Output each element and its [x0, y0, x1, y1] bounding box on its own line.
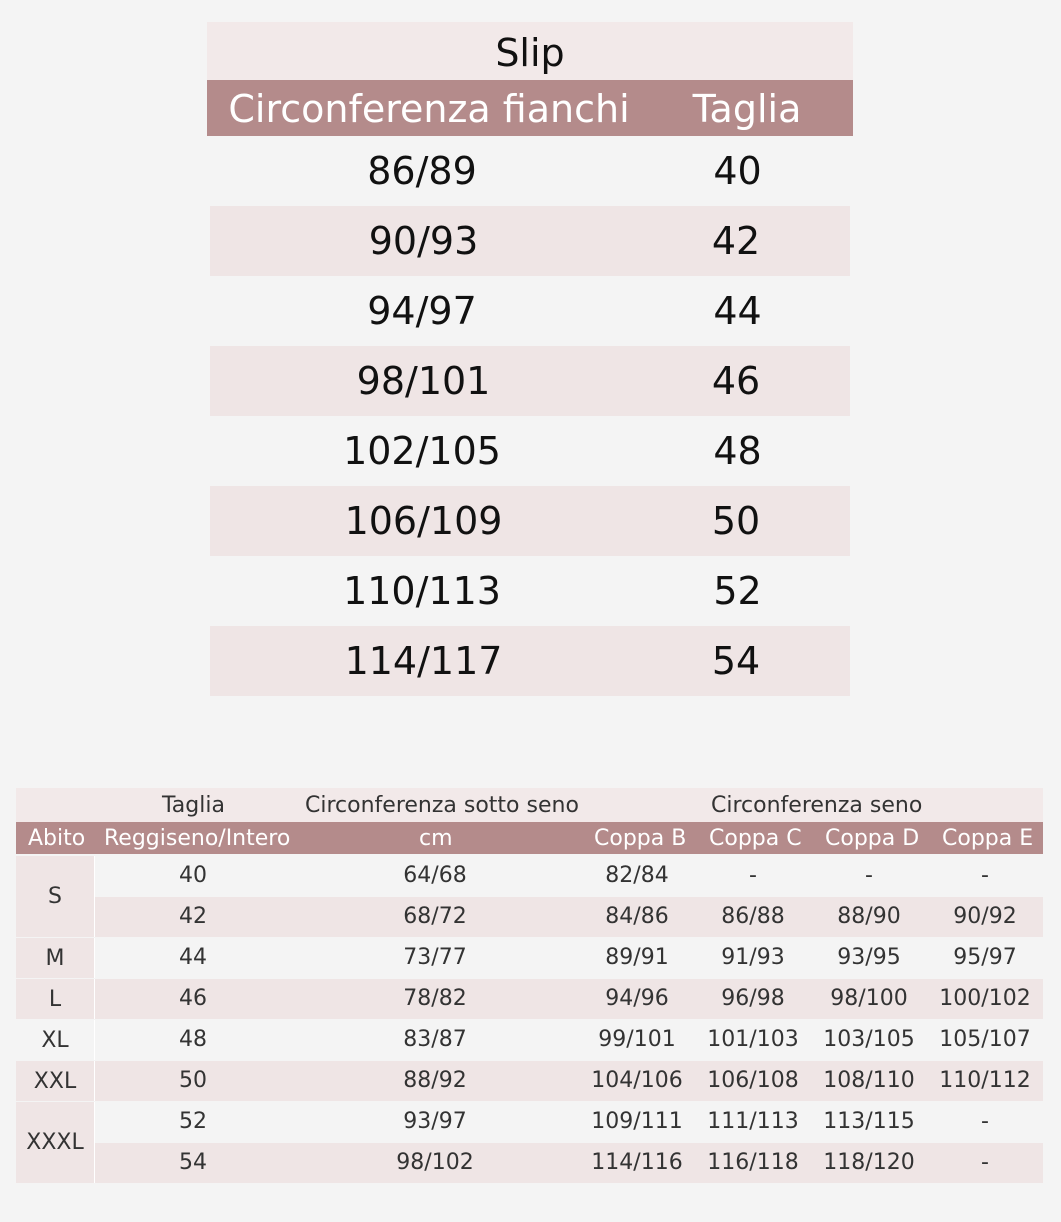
- coppa-c-cell: -: [749, 863, 757, 888]
- coppa-d-cell: 108/110: [823, 1068, 915, 1093]
- reggiseno-size-cell: 42: [179, 904, 207, 929]
- reggiseno-size-cell: 48: [179, 1027, 207, 1052]
- coppa-c-cell: 96/98: [721, 986, 785, 1011]
- size-cell: 40: [713, 149, 762, 193]
- abito-size-cell: XXL: [16, 1061, 95, 1101]
- abito-size-cell: M: [16, 938, 95, 978]
- coppa-e-cell: 95/97: [953, 945, 1017, 970]
- coppa-e-cell: -: [981, 1150, 989, 1175]
- coppa-d-header: Coppa D: [825, 826, 920, 851]
- coppa-d-cell: -: [865, 863, 873, 888]
- coppa-e-cell: 110/112: [939, 1068, 1031, 1093]
- table-row: [207, 556, 853, 626]
- size-cell: 42: [711, 219, 761, 263]
- hip-circumference-cell: 114/117: [344, 639, 503, 683]
- bust-group-header: Circonferenza seno: [711, 793, 923, 818]
- reggiseno-header: Reggiseno/Intero: [104, 826, 291, 851]
- bra-table-group-header: [16, 788, 1043, 822]
- coppa-e-cell: -: [981, 1109, 989, 1134]
- reggiseno-size-cell: 40: [179, 863, 207, 888]
- hip-circumference-cell: 102/105: [343, 429, 501, 473]
- coppa-b-cell: 89/91: [605, 945, 669, 970]
- slip-table-title: Slip: [207, 22, 853, 80]
- coppa-c-cell: 91/93: [721, 945, 785, 970]
- reggiseno-size-cell: 54: [179, 1150, 207, 1175]
- coppa-e-cell: 100/102: [939, 986, 1031, 1011]
- size-cell: 46: [711, 359, 761, 403]
- coppa-d-cell: 93/95: [837, 945, 901, 970]
- coppa-d-cell: 118/120: [823, 1150, 915, 1175]
- size-cell: 50: [711, 499, 761, 543]
- size-cell: 48: [713, 429, 762, 473]
- coppa-b-cell: 94/96: [605, 986, 669, 1011]
- underbust-cm-cell: 64/68: [403, 863, 467, 888]
- size-header: Taglia: [692, 87, 802, 131]
- cm-header: cm: [419, 826, 453, 851]
- table-row: [207, 416, 853, 486]
- slip-table-header: [207, 80, 853, 136]
- coppa-d-cell: 98/100: [830, 986, 908, 1011]
- coppa-e-cell: 105/107: [939, 1027, 1031, 1052]
- coppa-e-header: Coppa E: [942, 826, 1034, 851]
- coppa-c-cell: 101/103: [707, 1027, 799, 1052]
- hip-circumference-cell: 94/97: [367, 289, 477, 333]
- hip-circumference-header: Circonferenza fianchi: [228, 87, 630, 131]
- hip-circumference-cell: 90/93: [368, 219, 479, 263]
- size-cell: 52: [713, 569, 762, 613]
- coppa-c-header: Coppa C: [709, 826, 802, 851]
- coppa-b-cell: 84/86: [605, 904, 669, 929]
- coppa-c-cell: 106/108: [707, 1068, 799, 1093]
- underbust-cm-cell: 83/87: [403, 1027, 467, 1052]
- underbust-cm-cell: 78/82: [403, 986, 467, 1011]
- slip-table-body: [207, 136, 853, 696]
- abito-size-cell: XL: [16, 1020, 95, 1060]
- hip-circumference-cell: 98/101: [356, 359, 491, 403]
- coppa-c-cell: 111/113: [707, 1109, 799, 1134]
- taglia-group-header: Taglia: [162, 793, 225, 818]
- coppa-e-cell: -: [981, 863, 989, 888]
- table-row: [207, 136, 853, 206]
- underbust-cm-cell: 68/72: [403, 904, 467, 929]
- slip-size-table: [207, 22, 853, 696]
- reggiseno-size-cell: 46: [179, 986, 207, 1011]
- table-row: [210, 626, 850, 696]
- coppa-c-cell: 86/88: [721, 904, 785, 929]
- reggiseno-size-cell: 44: [179, 945, 207, 970]
- coppa-b-cell: 109/111: [591, 1109, 683, 1134]
- size-cell: 44: [713, 289, 762, 333]
- bra-table-body: [16, 854, 1043, 1222]
- reggiseno-size-cell: 50: [179, 1068, 207, 1093]
- abito-size-cell: L: [16, 979, 95, 1019]
- table-row: [210, 206, 850, 276]
- coppa-e-cell: 90/92: [953, 904, 1017, 929]
- coppa-b-cell: 99/101: [598, 1027, 676, 1052]
- coppa-d-cell: 88/90: [837, 904, 901, 929]
- underbust-cm-cell: 98/102: [396, 1150, 474, 1175]
- size-cell: 54: [711, 639, 761, 683]
- abito-size-cell: S: [16, 856, 95, 937]
- coppa-b-cell: 82/84: [605, 863, 669, 888]
- coppa-b-cell: 114/116: [591, 1150, 683, 1175]
- coppa-c-cell: 116/118: [707, 1150, 799, 1175]
- coppa-d-cell: 103/105: [823, 1027, 915, 1052]
- table-row: [210, 346, 850, 416]
- coppa-b-header: Coppa B: [594, 826, 687, 851]
- bra-table-header: [16, 822, 1043, 854]
- abito-size-cell: XXXL: [16, 1102, 95, 1183]
- hip-circumference-cell: 106/109: [344, 499, 503, 543]
- underbust-cm-cell: 93/97: [403, 1109, 467, 1134]
- underbust-group-header: Circonferenza sotto seno: [305, 793, 579, 818]
- bra-size-table: [16, 788, 1043, 1222]
- reggiseno-size-cell: 52: [179, 1109, 207, 1134]
- table-row: [210, 486, 850, 556]
- abito-header: Abito: [28, 826, 86, 851]
- hip-circumference-cell: 110/113: [343, 569, 501, 613]
- underbust-cm-cell: 73/77: [403, 945, 467, 970]
- table-row: [207, 276, 853, 346]
- hip-circumference-cell: 86/89: [367, 149, 477, 193]
- underbust-cm-cell: 88/92: [403, 1068, 467, 1093]
- coppa-b-cell: 104/106: [591, 1068, 683, 1093]
- coppa-d-cell: 113/115: [823, 1109, 915, 1134]
